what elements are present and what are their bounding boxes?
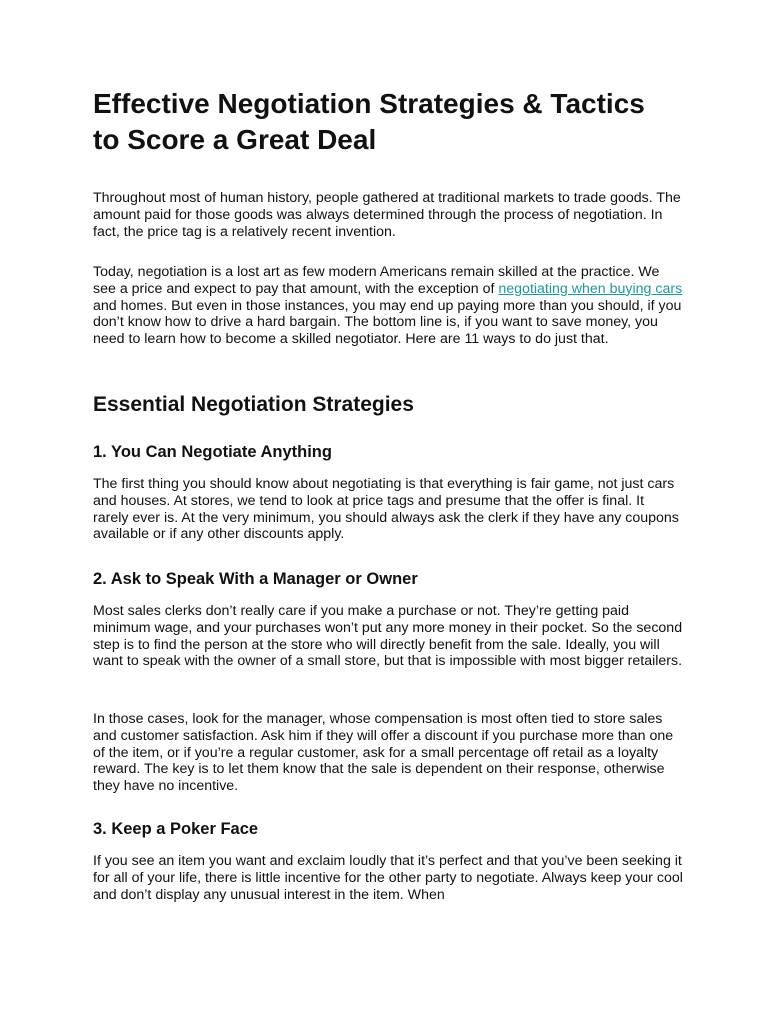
step-3-paragraph: If you see an item you want and exclaim loudly that it’s perfect and that you’ve been seeking it for all of your life, there is little incentive for the other party to negotiate. Always keep your cool and don’t display any unusual interest in the item. When	[93, 853, 683, 903]
step-3-heading: 3. Keep a Poker Face	[93, 820, 259, 838]
intro-paragraph-1: Throughout most of human history, people gathered at traditional markets to trade goods. The amount paid for those goods was always determined through the process of negotiation. In fact, the price tag is a relatively recent invention.	[93, 190, 681, 240]
step-2-paragraph-1: Most sales clerks don’t really care if you make a purchase or not. They’re getting paid minimum wage, and your purchases won’t put any more money in their pocket. So the second step is to find the person at the store who will directly benefit from the sale. Ideally, you will want to speak with the owner of a small store, but that is impossible with most bigger retailers.	[93, 603, 683, 670]
step-1-heading: 1. You Can Negotiate Anything	[93, 443, 332, 461]
step-2-paragraph-2: In those cases, look for the manager, whose compensation is most often tied to store sales and customer satisfaction. Ask him if they will offer a discount if you purchase more than one of the item, or if you’re a regular customer, ask for a small percentage off retail as a loyalty reward. The key is to let them know that the sale is dependent on their response, otherwise they have no incentive.	[93, 711, 674, 795]
section-heading: Essential Negotiation Strategies	[93, 393, 414, 416]
step-2-heading: 2. Ask to Speak With a Manager or Owner	[93, 570, 418, 588]
step-1-paragraph: The first thing you should know about negotiating is that everything is fair game, not just cars and houses. At stores, we tend to look at price tags and presume that the offer is final. It rarely ever is. At the very minimum, you should always ask the clerk if they have any coupons available or if any other discounts apply.	[93, 476, 679, 543]
intro-paragraph-2-text-before: Today, negotiation is a lost art as few modern Americans remain skilled at the practice. We see a price and expect to pay that amount, with the exception of	[93, 264, 660, 297]
intro-paragraph-2-text-after: and homes. But even in those instances, you may end up paying more than you should, if you don’t know how to drive a hard bargain. The bottom line is, if you want to save money, you need to learn how to become a skilled negotiator. Here are 11 ways to do just that.	[93, 297, 682, 348]
page-title: Effective Negotiation Strategies & Tactics to Score a Great Deal	[93, 88, 645, 155]
negotiating-cars-link[interactable]: negotiating when buying cars	[498, 280, 683, 297]
intro-paragraph-2	[93, 264, 683, 348]
